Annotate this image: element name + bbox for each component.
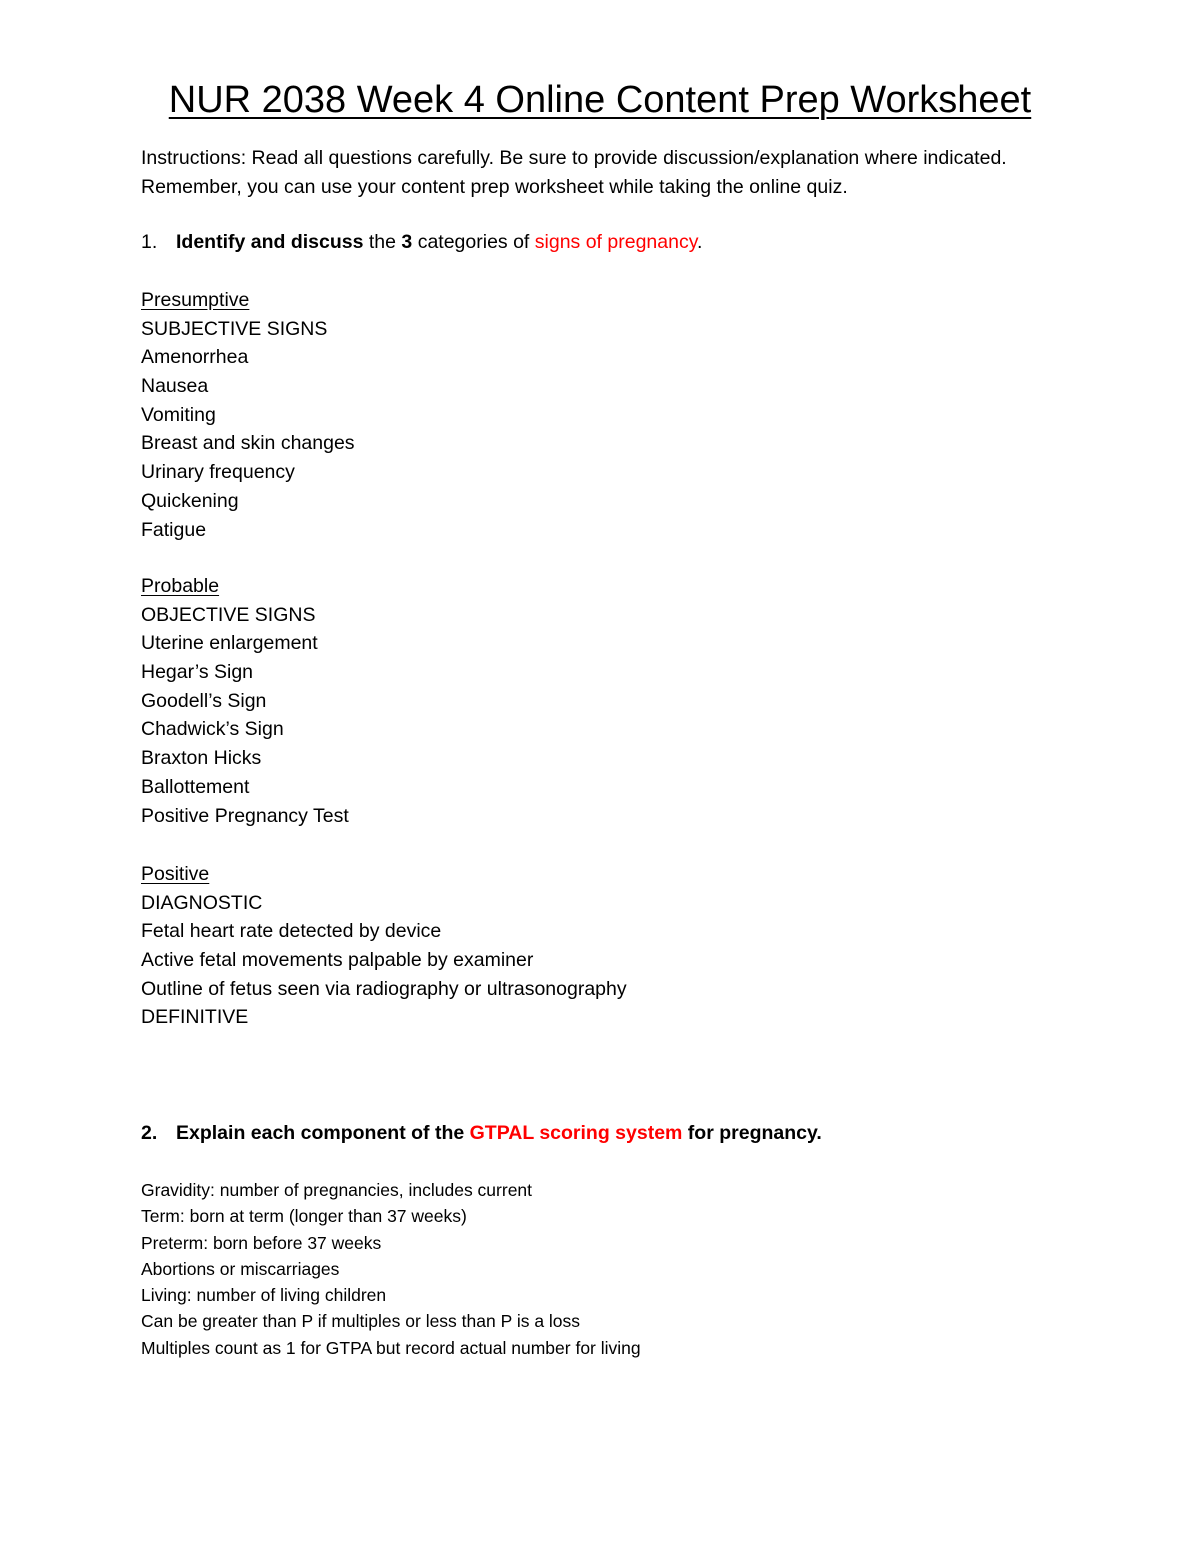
question-1-highlight: signs of pregnancy bbox=[534, 231, 698, 253]
question-2-number: 2. bbox=[141, 1122, 158, 1144]
list-item: Chadwick’s Sign bbox=[141, 718, 284, 741]
list-item: Gravidity: number of pregnancies, includes current bbox=[141, 1180, 533, 1200]
list-item: Term: born at term (longer than 37 weeks) bbox=[141, 1206, 467, 1227]
list-item: Ballottement bbox=[141, 775, 250, 798]
list-item: Outline of fetus seen via radiography or ultrasonography bbox=[141, 977, 627, 1000]
probable-heading: Probable bbox=[141, 575, 220, 597]
positive-heading: Positive bbox=[141, 863, 210, 885]
list-item: OBJECTIVE SIGNS bbox=[141, 603, 316, 626]
list-item: Fatigue bbox=[141, 518, 207, 541]
presumptive-heading: Presumptive bbox=[141, 289, 250, 311]
list-item: Urinary frequency bbox=[141, 461, 295, 484]
question-1-end: . bbox=[697, 231, 703, 253]
list-item: Breast and skin changes bbox=[141, 432, 355, 455]
list-item: Uterine enlargement bbox=[141, 632, 318, 655]
list-item: Positive Pregnancy Test bbox=[141, 804, 349, 827]
list-item: Preterm: born before 37 weeks bbox=[141, 1232, 382, 1253]
list-item: Can be greater than P if multiples or less than P is a loss bbox=[141, 1311, 581, 1332]
question-2 bbox=[141, 1119, 822, 1148]
probable-section bbox=[141, 572, 349, 830]
question-2-end: for pregnancy. bbox=[682, 1122, 822, 1144]
list-item: Living: number of living children bbox=[141, 1285, 387, 1306]
question-2-highlight: GTPAL scoring system bbox=[469, 1122, 683, 1144]
list-item: Multiples count as 1 for GTPA but record actual number for living bbox=[141, 1337, 641, 1358]
question-1-text: the bbox=[363, 231, 402, 253]
list-item: Nausea bbox=[141, 375, 209, 398]
question-2-bold: Explain each component of the bbox=[176, 1122, 470, 1144]
question-1-bold: Identify and discuss bbox=[176, 231, 364, 253]
list-item: DIAGNOSTIC bbox=[141, 891, 263, 914]
list-item: Goodell’s Sign bbox=[141, 689, 267, 712]
list-item: Fetal heart rate detected by device bbox=[141, 920, 442, 943]
question-1-count: 3 bbox=[401, 231, 413, 253]
question-1-text-2: categories of bbox=[412, 231, 535, 253]
presumptive-section bbox=[141, 286, 355, 544]
list-item: Abortions or miscarriages bbox=[141, 1258, 340, 1279]
gtpal-answer bbox=[141, 1177, 641, 1361]
list-item: SUBJECTIVE SIGNS bbox=[141, 317, 328, 340]
question-1 bbox=[141, 228, 702, 257]
list-item: DEFINITIVE bbox=[141, 1006, 249, 1029]
page-title: NUR 2038 Week 4 Online Content Prep Worksheet bbox=[168, 79, 1032, 121]
list-item: Quickening bbox=[141, 489, 239, 512]
question-1-number: 1. bbox=[141, 231, 158, 253]
instructions-paragraph: Instructions: Read all questions carefully. Be sure to provide discussion/explanation where indicated. Remember, you can use your content prep worksheet while taking the online quiz. bbox=[141, 147, 1007, 198]
list-item: Active fetal movements palpable by examiner bbox=[141, 949, 534, 972]
list-item: Braxton Hicks bbox=[141, 747, 262, 770]
list-item: Vomiting bbox=[141, 403, 216, 426]
list-item: Hegar’s Sign bbox=[141, 661, 254, 684]
list-item: Amenorrhea bbox=[141, 346, 249, 369]
positive-section bbox=[141, 860, 627, 1032]
